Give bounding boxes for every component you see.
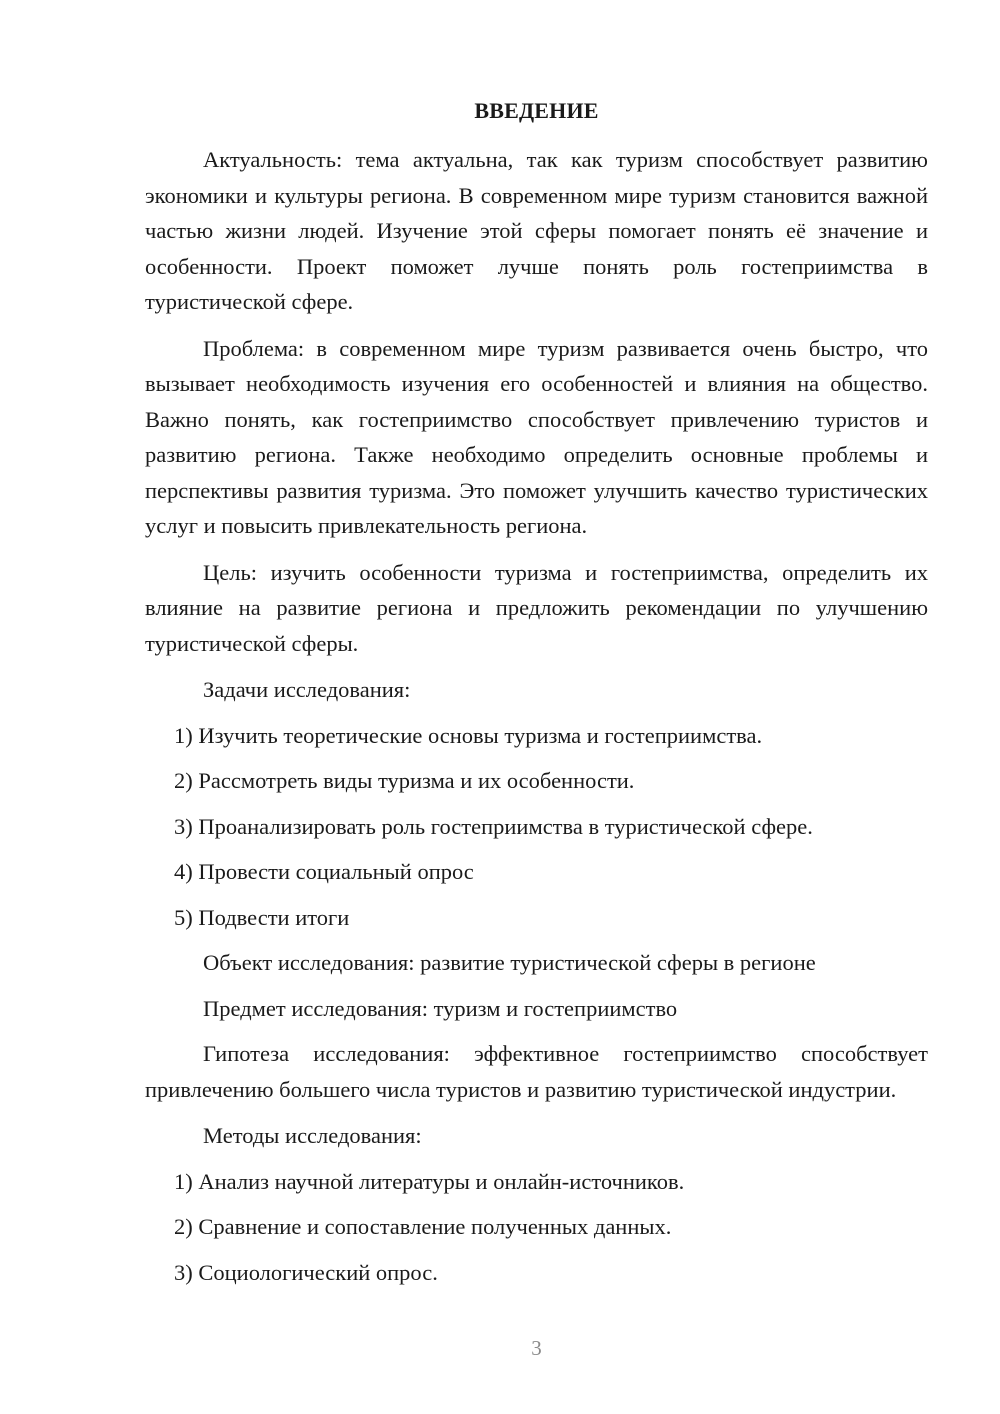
method-item: 1) Анализ научной литературы и онлайн-источников. bbox=[174, 1168, 685, 1194]
tasks-title: Задачи исследования: bbox=[203, 677, 411, 702]
problem-paragraph: Проблема: в современном мире туризм развивается очень быстро, что вызывает необходимость изучения его особенностей и влияния на общество. Важно понять, как гостеприимство способствует привлечению туристов и развитию региона. Также необходимо определить основные проблемы и перспективы развития туризма. Это поможет улучшить качество туристических услуг и повысить привлекательность региона. bbox=[145, 335, 928, 538]
relevance-paragraph: Актуальность: тема актуальна, так как туризм способствует развитию экономики и культуры региона. В современном мире туризм становится важной частью жизни людей. Изучение этой сферы помогает понять её значение и особенности. Проект поможет лучше понять роль гостеприимства в туристической сфере. bbox=[145, 147, 928, 314]
task-item: 4) Провести социальный опрос bbox=[174, 859, 474, 884]
task-item: 3) Проанализировать роль гостеприимства в туристической сфере. bbox=[174, 813, 813, 839]
hypothesis-paragraph: Гипотеза исследования: эффективное гостеприимство способствует привлечению большего числа туристов и развитию туристической индустрии. bbox=[145, 1041, 928, 1102]
task-item: 1) Изучить теоретические основы туризма и гостеприимства. bbox=[174, 722, 763, 748]
methods-title: Методы исследования: bbox=[203, 1123, 422, 1148]
research-object: Объект исследования: развитие туристической сферы в регионе bbox=[203, 950, 816, 975]
task-item: 5) Подвести итоги bbox=[174, 904, 350, 930]
method-item: 2) Сравнение и сопоставление полученных данных. bbox=[174, 1214, 672, 1239]
goal-paragraph: Цель: изучить особенности туризма и гостеприимства, определить их влияние на развитие региона и предложить рекомендации по улучшению туристической сферы. bbox=[145, 559, 928, 656]
research-subject: Предмет исследования: туризм и гостеприимство bbox=[203, 995, 678, 1021]
method-item: 3) Социологический опрос. bbox=[174, 1259, 438, 1285]
task-item: 2) Рассмотреть виды туризма и их особенности. bbox=[174, 768, 635, 793]
document-body bbox=[145, 142, 928, 1290]
document-page bbox=[145, 0, 928, 1414]
page-number: 3 bbox=[531, 1336, 542, 1360]
page-heading: ВВЕДЕНИЕ bbox=[474, 98, 599, 123]
